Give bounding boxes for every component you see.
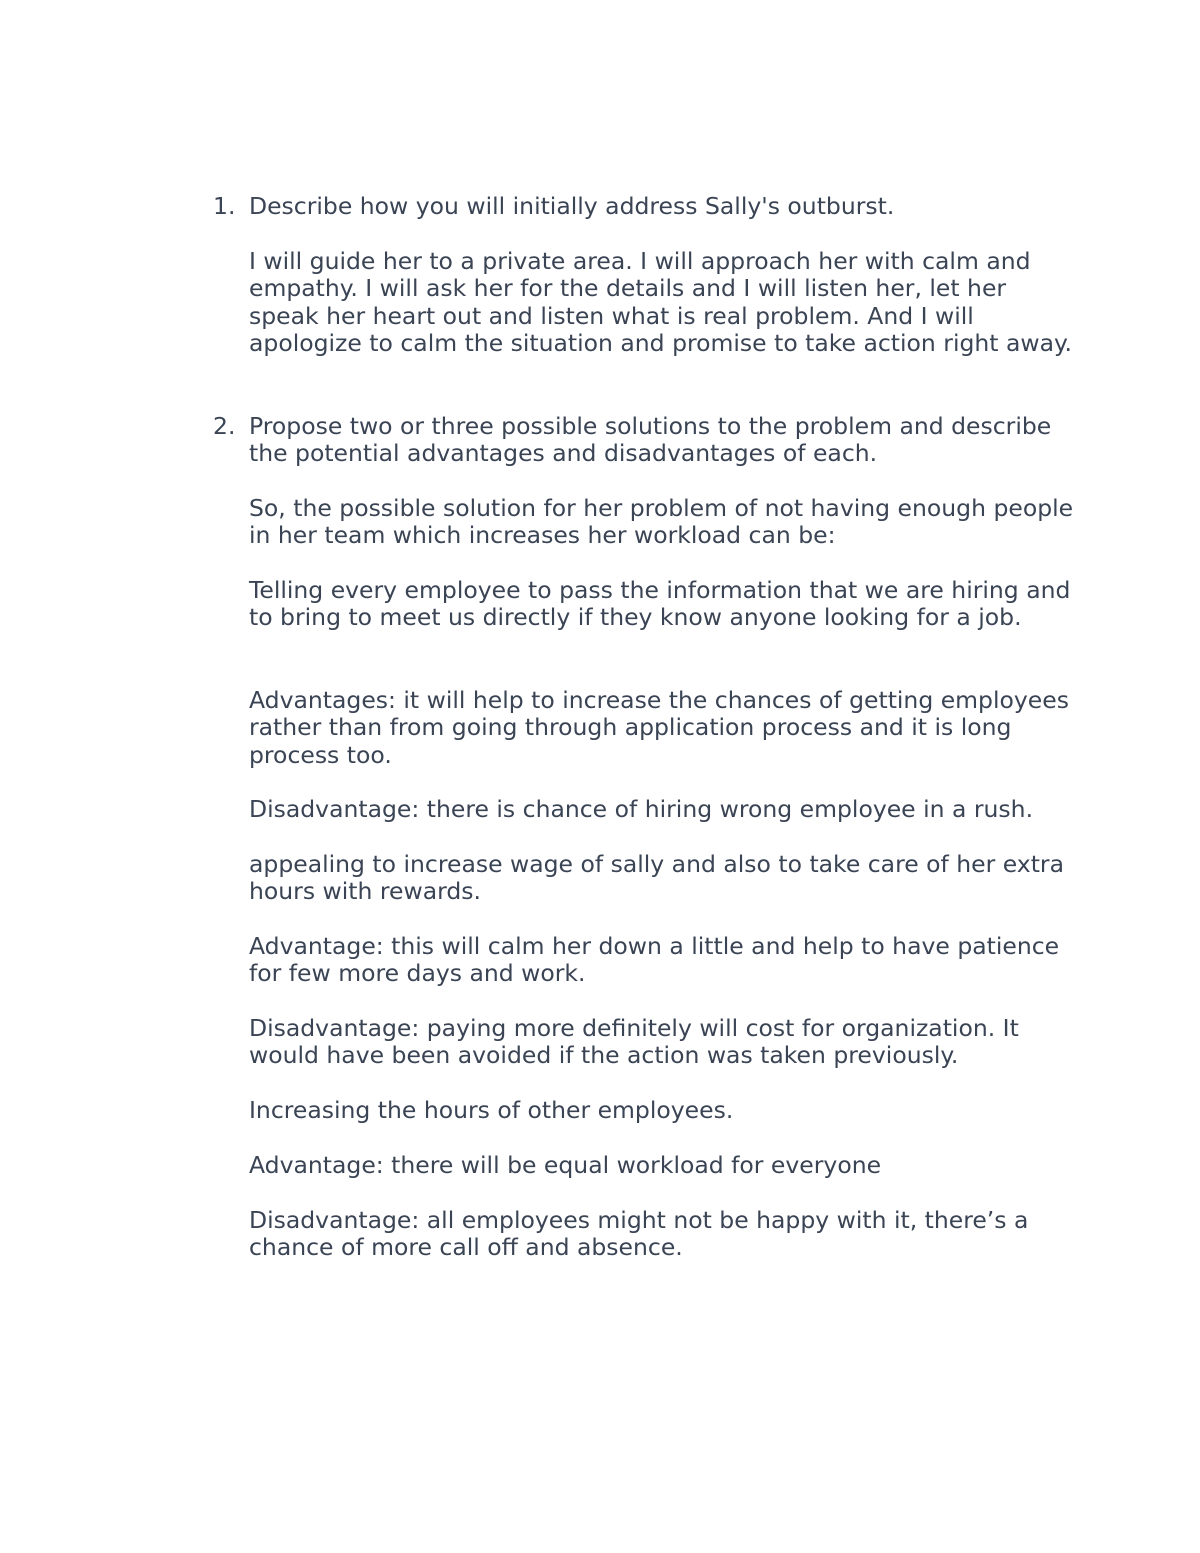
question-1 — [213, 192, 1079, 220]
question-2 — [213, 412, 1079, 468]
answer-2-intro: So, the possible solution for her problem of not having enough people in her team which increases her workload can be: — [249, 494, 1074, 550]
question-1-prompt: Describe how you will initially address Sally's outburst. — [249, 192, 895, 220]
solution-3: Increasing the hours of other employees. — [249, 1096, 734, 1124]
question-1-number: 1. — [213, 192, 236, 220]
solution-2: appealing to increase wage of sally and also to take care of her extra hours with rewards. — [249, 850, 1064, 906]
solution-3-advantage: Advantage: there will be equal workload for everyone — [249, 1151, 882, 1179]
solution-3-disadvantage: Disadvantage: all employees might not be happy with it, there’s a chance of more call off and absence. — [249, 1206, 1029, 1262]
question-2-number: 2. — [213, 412, 236, 440]
solution-1-disadvantage: Disadvantage: there is chance of hiring wrong employee in a rush. — [249, 795, 1034, 823]
answer-1-paragraph: I will guide her to a private area. I will approach her with calm and empathy. I will ask her for the details and I will listen her, let her speak her heart out and listen what is real problem. And I will apologize to calm the situation and promise to take action right away. — [249, 247, 1073, 358]
solution-1: Telling every employee to pass the information that we are hiring and to bring to meet us directly if they know anyone looking for a job. — [249, 576, 1071, 632]
question-2-prompt: Propose two or three possible solutions to the problem and describe the potential advantages and disadvantages of each. — [249, 412, 1052, 468]
solution-2-advantage: Advantage: this will calm her down a little and help to have patience for few more days and work. — [249, 932, 1060, 988]
solution-1-advantage: Advantages: it will help to increase the chances of getting employees rather than from going through application process and it is long process too. — [249, 686, 1069, 769]
solution-2-disadvantage: Disadvantage: paying more definitely will cost for organization. It would have been avoided if the action was taken previously. — [249, 1014, 1019, 1070]
